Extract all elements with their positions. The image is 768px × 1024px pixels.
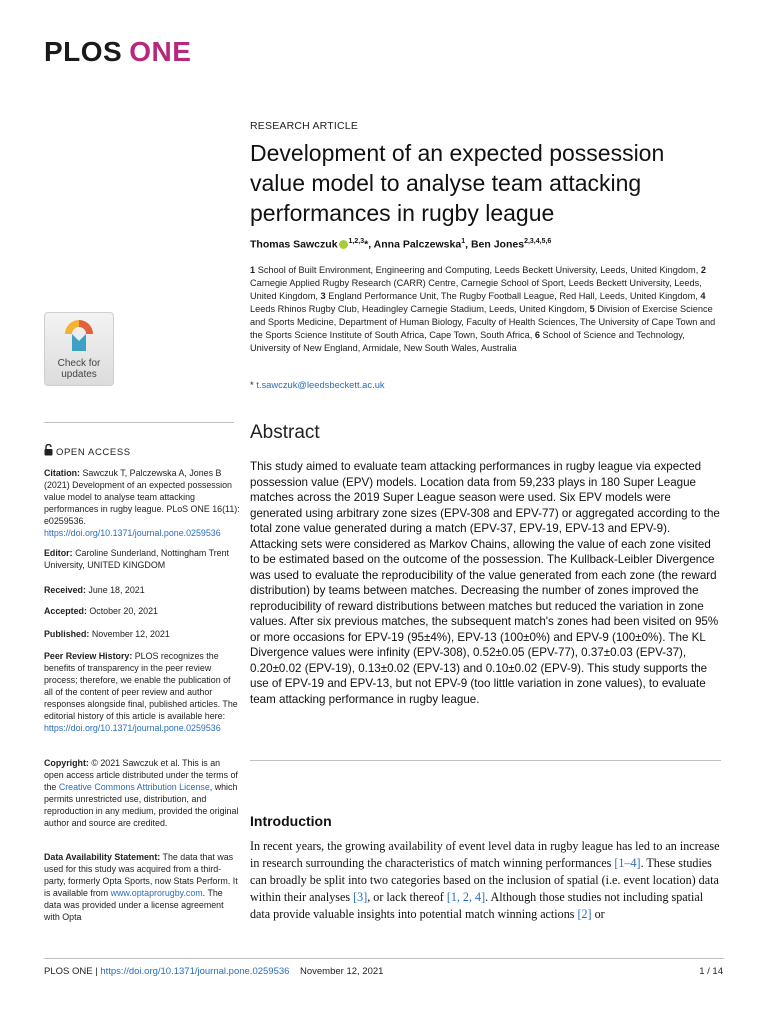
opta-link[interactable]: www.optaprorugby.com bbox=[110, 888, 203, 898]
introduction-heading: Introduction bbox=[250, 813, 332, 829]
citation-label: Citation: bbox=[44, 468, 80, 478]
footer-journal: PLOS ONE bbox=[44, 966, 93, 977]
intro-text: , or lack thereof bbox=[367, 890, 447, 904]
affil-number: 5 bbox=[589, 304, 595, 314]
data-availability-label: Data Availability Statement: bbox=[44, 852, 161, 862]
editor-block bbox=[44, 547, 240, 571]
received-label: Received: bbox=[44, 585, 86, 595]
copyright-text-end: , which permits unrestricted use, distribution, and reproduction in any medium, provided the original author and source are credited. bbox=[44, 782, 239, 828]
citation-ref[interactable]: [1, 2, 4] bbox=[446, 890, 486, 904]
check-label-1: Check for bbox=[57, 358, 101, 369]
affil-number: 3 bbox=[320, 291, 326, 301]
footer-separator: | bbox=[92, 966, 101, 977]
affil-text: Leeds Rhinos Rugby Club, Headingley Carnegie Stadium, Leeds, United Kingdom, bbox=[250, 304, 588, 314]
accepted-label: Accepted: bbox=[44, 606, 87, 616]
data-availability-text-end: . The data was provided under a license agreement with Opta bbox=[44, 888, 224, 922]
received-date: June 18, 2021 bbox=[88, 585, 145, 595]
logo-one: ONE bbox=[129, 36, 192, 67]
published-label: Published: bbox=[44, 629, 90, 639]
peer-review-label: Peer Review History: bbox=[44, 651, 133, 661]
citation-block bbox=[44, 467, 240, 539]
abstract-divider bbox=[250, 760, 721, 761]
affil-text: Carnegie Applied Rugby Research (CARR) Centre, Carnegie School of Sport, Leeds Beckett University, Leeds, United Kingdom, bbox=[250, 278, 702, 301]
open-lock-icon bbox=[44, 444, 53, 456]
citation-text: Sawczuk T, Palczewska A, Jones B (2021) Development of an expected possession value model to analyse team attacking performances in rugby league. PLoS ONE 16(11): e0259536. bbox=[44, 468, 240, 526]
affil-number: 6 bbox=[534, 330, 540, 340]
author-name[interactable]: Anna Palczewska bbox=[373, 238, 462, 251]
peer-review-text: PLOS recognizes the benefits of transparency in the peer review process; therefore, we enable the publication of all of the content of peer review and author responses alongside final, published articles. The editorial history of this article is available here: bbox=[44, 651, 238, 721]
affil-text: Division of Exercise Science and Sports Medicine, Department of Human Biology, Faculty of Health Sciences, The University of Cape Town and the Sports Science Institute of South Africa, Cape Town, South Africa, bbox=[250, 304, 716, 340]
accepted-date: October 20, 2021 bbox=[89, 606, 158, 616]
open-access-label: OPEN ACCESS bbox=[56, 447, 131, 458]
abstract-text: This study aimed to evaluate team attacking performances in rugby league via expected possession value (EPV) models. Location data from 59,233 plays in 180 Super League matches across the 2019 Super League season were used. Six EPV models were generated using arbitrary zone sizes (EPV-308 and EPV-77) or aggregated according to the total zone value generated during a match (EPV-37, EPV-19, EPV-13 and EPV-9). Attacking sets were considered as Markov Chains, allowing the value of each zone visited to be estimated based on the outcome of the possession. The Kullback-Leibler Divergence was used to evaluate the reproducibility of the value generated from each zone (the reward distribution) by teams between matches. Decreasing the number of zones improved the reproducibility of reward distributions between matches but reduced the variation in zone values. After six previous matches, the subsequent match's zones had been visited on 95% or more occasions for EPV-19 (95±4%), EPV-13 (100±0%) and EPV-9 (100±0%). The KL Divergence values were infinity (EPV-308), 0.52±0.05 (EPV-77), 0.37±0.03 (EPV-37), 0.20±0.02 (EPV-19), 0.13±0.02 (EPV-13) and 0.10±0.02 (EPV-9). This study supports the use of EPV-19 and EPV-13, but not EPV-9 (too little variation in zone values), to evaluate team attacking performance in rugby league. bbox=[250, 460, 720, 706]
page-number: 1 / 14 bbox=[699, 966, 723, 977]
affiliations bbox=[250, 264, 720, 355]
footer-doi-link[interactable]: https://doi.org/10.1371/journal.pone.0259536 bbox=[100, 966, 290, 977]
peer-review-link[interactable]: https://doi.org/10.1371/journal.pone.0259536 bbox=[44, 723, 221, 733]
copyright-text: © 2021 Sawczuk et al. This is an open access article distributed under the terms of the bbox=[44, 758, 238, 792]
footer-divider bbox=[44, 958, 724, 959]
received-block bbox=[44, 584, 240, 596]
author-affil-sup: 1,2,3 bbox=[348, 238, 365, 245]
journal-logo bbox=[44, 36, 191, 68]
abstract-heading: Abstract bbox=[250, 422, 320, 443]
license-link[interactable]: Creative Commons Attribution License bbox=[58, 782, 210, 792]
author-name[interactable]: Thomas Sawczuk bbox=[250, 238, 338, 251]
check-label-2: updates bbox=[61, 369, 97, 380]
data-availability-text: The data that was used for this study was acquired from a third-party, formerly Opta Sports, now Stats Perform. It is available from bbox=[44, 852, 238, 898]
open-access bbox=[44, 444, 131, 458]
corresponding-mark: * bbox=[364, 238, 369, 251]
citation-doi-link[interactable]: https://doi.org/10.1371/journal.pone.0259536 bbox=[44, 528, 221, 538]
page-footer bbox=[44, 966, 383, 977]
affil-number: 1 bbox=[250, 265, 256, 275]
copyright-block bbox=[44, 757, 240, 829]
email-link[interactable]: t.sawczuk@leedsbeckett.ac.uk bbox=[256, 379, 385, 390]
published-date: November 12, 2021 bbox=[91, 629, 170, 639]
sidebar-divider bbox=[44, 422, 234, 423]
author-list: Thomas Sawczuk $^{1,2,3}$*, Anna Palczewska$^1$, Ben Jones$^{2,3,4,5,6}$ bbox=[250, 238, 552, 251]
footer-date: November 12, 2021 bbox=[300, 966, 384, 977]
article-title: Development of an expected possession value model to analyse team attacking performances in rugby league bbox=[250, 140, 665, 226]
check-for-updates-button[interactable] bbox=[44, 312, 114, 386]
affil-text: School of Built Environment, Engineering and Computing, Leeds Beckett University, Leeds, United Kingdom, bbox=[257, 265, 699, 275]
citation-ref[interactable]: [1–4] bbox=[614, 856, 641, 870]
intro-text: . Although those studies not including spatial data provide valuable insights into potential match winning actions bbox=[250, 890, 704, 921]
data-availability-block bbox=[44, 851, 240, 923]
published-block bbox=[44, 628, 240, 640]
affil-text: England Performance Unit, The Rugby Football League, Red Hall, Leeds, United Kingdom, bbox=[328, 291, 698, 301]
orcid-icon[interactable] bbox=[339, 240, 348, 249]
intro-text: In recent years, the growing availability of event level data in rugby league has led to an increase in research surrounding the characteristics of match winning performances bbox=[250, 839, 720, 870]
accepted-block bbox=[44, 605, 240, 617]
affil-number: 2 bbox=[700, 265, 706, 275]
author-affil-sup: 2,3,4,5,6 bbox=[524, 238, 552, 245]
intro-text: . These studies can broadly be split into two categories based on the inclusion of spatial (i.e. event location) data within their analyses bbox=[250, 856, 719, 904]
citation-ref[interactable]: [3] bbox=[353, 890, 368, 904]
citation-ref[interactable]: [2] bbox=[577, 907, 592, 921]
logo-plos: PLOS bbox=[44, 36, 123, 67]
copyright-label: Copyright: bbox=[44, 758, 89, 768]
editor-text: Caroline Sunderland, Nottingham Trent University, UNITED KINGDOM bbox=[44, 548, 229, 570]
email-star: * bbox=[250, 379, 254, 390]
editor-label: Editor: bbox=[44, 548, 73, 558]
author-name[interactable]: Ben Jones bbox=[470, 238, 525, 251]
article-type: RESEARCH ARTICLE bbox=[250, 120, 359, 132]
peer-review-block bbox=[44, 650, 240, 734]
affil-text: School of Science and Technology, University of New England, Armidale, New South Wales, Australia bbox=[250, 330, 685, 353]
affil-number: 4 bbox=[700, 291, 706, 301]
intro-text: or bbox=[591, 907, 605, 921]
author-affil-sup: 1 bbox=[461, 238, 466, 245]
corresponding-email bbox=[250, 379, 385, 390]
crossmark-icon bbox=[62, 317, 96, 353]
introduction-text bbox=[250, 838, 725, 923]
